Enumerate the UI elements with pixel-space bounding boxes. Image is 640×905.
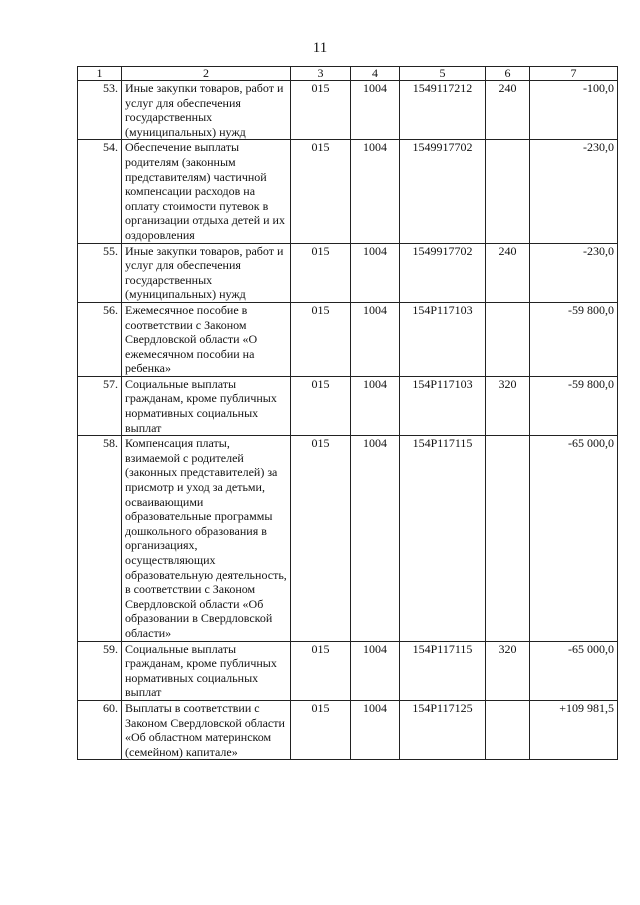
row-col3: 015 (291, 641, 351, 700)
row-name: Обеспечение выплаты родителям (законным представителям) частичной компенсации расходов на оплату стоимости путевок в организации отдыха детей и их оздоровления (122, 140, 291, 243)
row-col5: 1549917702 (400, 243, 486, 302)
row-col6 (486, 700, 530, 759)
row-amount: -59 800,0 (530, 302, 618, 376)
row-number: 57. (78, 376, 122, 435)
row-col6 (486, 140, 530, 243)
row-amount: -65 000,0 (530, 641, 618, 700)
table-row (78, 81, 618, 140)
row-col4: 1004 (351, 140, 400, 243)
row-name: Социальные выплаты гражданам, кроме публичных нормативных социальных выплат (122, 376, 291, 435)
row-number: 58. (78, 436, 122, 641)
table-row (78, 436, 618, 641)
row-number: 59. (78, 641, 122, 700)
row-col3: 015 (291, 436, 351, 641)
row-col3: 015 (291, 140, 351, 243)
col-header: 3 (291, 67, 351, 81)
row-col5: 154P117103 (400, 376, 486, 435)
row-col3: 015 (291, 81, 351, 140)
row-name: Выплаты в соответствии с Законом Свердловской области «Об областном материнском (семейном) капитале» (122, 700, 291, 759)
row-number: 54. (78, 140, 122, 243)
col-header: 1 (78, 67, 122, 81)
row-col5: 154P117115 (400, 641, 486, 700)
row-name: Иные закупки товаров, работ и услуг для обеспечения государственных (муниципальных) нужд (122, 81, 291, 140)
table-row (78, 243, 618, 302)
page-number: 11 (312, 40, 328, 56)
row-col6 (486, 436, 530, 641)
row-amount: -65 000,0 (530, 436, 618, 641)
row-number: 56. (78, 302, 122, 376)
row-col3: 015 (291, 700, 351, 759)
row-number: 53. (78, 81, 122, 140)
row-amount: +109 981,5 (530, 700, 618, 759)
row-col6 (486, 302, 530, 376)
row-col5: 154P117115 (400, 436, 486, 641)
row-col6: 320 (486, 376, 530, 435)
col-header: 7 (530, 67, 618, 81)
header-row (78, 67, 618, 81)
row-number: 60. (78, 700, 122, 759)
row-col3: 015 (291, 302, 351, 376)
row-col4: 1004 (351, 641, 400, 700)
row-col3: 015 (291, 376, 351, 435)
row-col6: 320 (486, 641, 530, 700)
row-col3: 015 (291, 243, 351, 302)
row-col4: 1004 (351, 81, 400, 140)
row-col6: 240 (486, 243, 530, 302)
row-col6: 240 (486, 81, 530, 140)
row-amount: -230,0 (530, 243, 618, 302)
row-col5: 1549917702 (400, 140, 486, 243)
row-col4: 1004 (351, 376, 400, 435)
row-number: 55. (78, 243, 122, 302)
row-name: Ежемесячное пособие в соответствии с Законом Свердловской области «О ежемесячном пособии на ребенка» (122, 302, 291, 376)
table-row (78, 376, 618, 435)
row-name: Иные закупки товаров, работ и услуг для обеспечения государственных (муниципальных) нужд (122, 243, 291, 302)
col-header: 2 (122, 67, 291, 81)
row-col4: 1004 (351, 243, 400, 302)
row-name: Компенсация платы, взимаемой с родителей (законных представителей) за присмотр и уход за детьми, осваивающими образовательные программы дошкольного образования в организациях, осуществляющих образовательную деятельность, в соответствии с Законом Свердловской области «Об образовании в Свердловской области» (122, 436, 291, 641)
col-header: 4 (351, 67, 400, 81)
row-col5: 154P117103 (400, 302, 486, 376)
row-col4: 1004 (351, 436, 400, 641)
row-amount: -100,0 (530, 81, 618, 140)
table-row (78, 700, 618, 759)
budget-table (77, 66, 618, 760)
table-row (78, 140, 618, 243)
table-row (78, 302, 618, 376)
col-header: 5 (400, 67, 486, 81)
row-col4: 1004 (351, 302, 400, 376)
row-col5: 1549117212 (400, 81, 486, 140)
row-amount: -230,0 (530, 140, 618, 243)
col-header: 6 (486, 67, 530, 81)
row-col5: 154P117125 (400, 700, 486, 759)
table-row (78, 641, 618, 700)
row-col4: 1004 (351, 700, 400, 759)
row-amount: -59 800,0 (530, 376, 618, 435)
row-name: Социальные выплаты гражданам, кроме публичных нормативных социальных выплат (122, 641, 291, 700)
